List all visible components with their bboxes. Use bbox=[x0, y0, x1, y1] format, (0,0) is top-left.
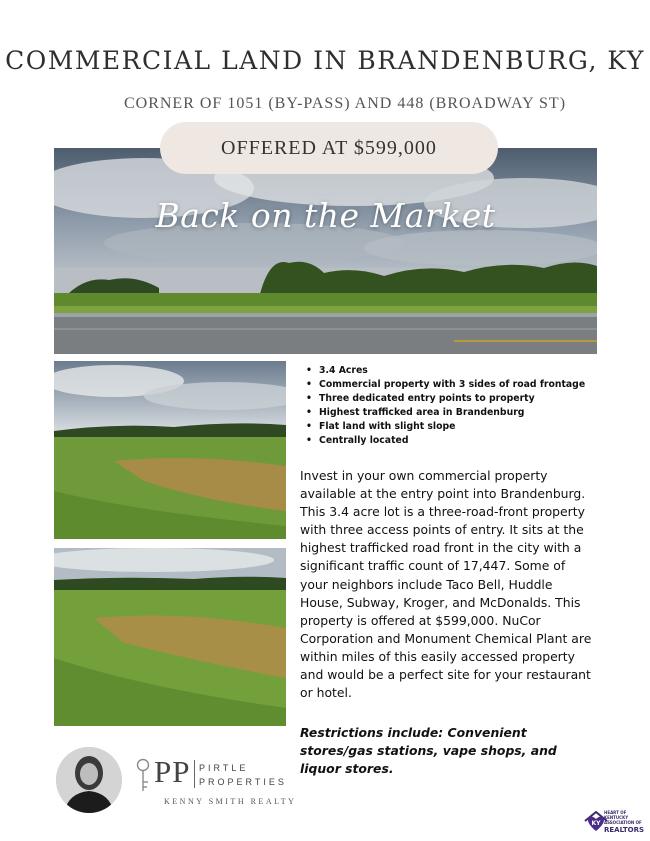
page-title: COMMERCIAL LAND IN BRANDENBURG, KY bbox=[5, 46, 645, 75]
company-name bbox=[199, 761, 287, 789]
hero-landscape-image bbox=[54, 148, 597, 354]
feature-item: • Commercial property with 3 sides of road frontage bbox=[300, 378, 600, 392]
company-logo-initials: PP bbox=[154, 754, 191, 789]
key-icon bbox=[133, 758, 153, 794]
hero-photo bbox=[54, 148, 597, 354]
logo-divider bbox=[194, 760, 195, 788]
realtors-brand: REALTORS bbox=[604, 826, 645, 834]
price-banner bbox=[160, 122, 498, 174]
feature-item: • Three dedicated entry points to property bbox=[300, 392, 600, 406]
feature-list bbox=[300, 364, 600, 448]
brokerage-name: KENNY SMITH REALTY bbox=[164, 797, 297, 806]
agent-avatar bbox=[56, 747, 122, 813]
hero-tagline: Back on the Market bbox=[155, 196, 496, 235]
feature-item: • 3.4 Acres bbox=[300, 364, 600, 378]
feature-item: • Highest trafficked area in Brandenburg bbox=[300, 406, 600, 420]
field-photo-2 bbox=[54, 548, 286, 726]
location-subtitle: CORNER OF 1051 (BY-PASS) AND 448 (BROADWAY ST) bbox=[123, 95, 567, 112]
ky-badge-text: KY bbox=[591, 820, 601, 827]
restrictions-note: Restrictions include: Convenient stores/gas stations, vape shops, and liquor stores. bbox=[300, 725, 557, 777]
agent-portrait-image bbox=[56, 747, 122, 813]
field-image-1 bbox=[54, 361, 286, 539]
company-name-line2: PROPERTIES bbox=[199, 777, 287, 787]
field-photo-1 bbox=[54, 361, 286, 539]
feature-item: • Centrally located bbox=[300, 434, 600, 448]
company-name-line1: PIRTLE bbox=[199, 763, 249, 773]
field-image-2 bbox=[54, 548, 286, 726]
feature-item: • Flat land with slight slope bbox=[300, 420, 600, 434]
property-description: Invest in your own commercial property available at the entry point into Brandenburg. This 3.4 acre lot is a three-road-front property with three access points of entry. It sits at the highest trafficked road front in the city with a significant traffic count of 17,447. Some of your neighbors include Taco Bell, Huddle House, Subway, Kroger, and McDonalds. This property is offered at $599,000. NuCor Corporation and Monument Chemical Plant are within miles of this easily accessed property and would be a perfect site for your restaurant or hotel. bbox=[300, 468, 592, 701]
association-name: HEART OF KENTUCKY ASSOCIATION OF bbox=[604, 810, 642, 825]
price-label: OFFERED AT $599,000 bbox=[221, 136, 437, 159]
